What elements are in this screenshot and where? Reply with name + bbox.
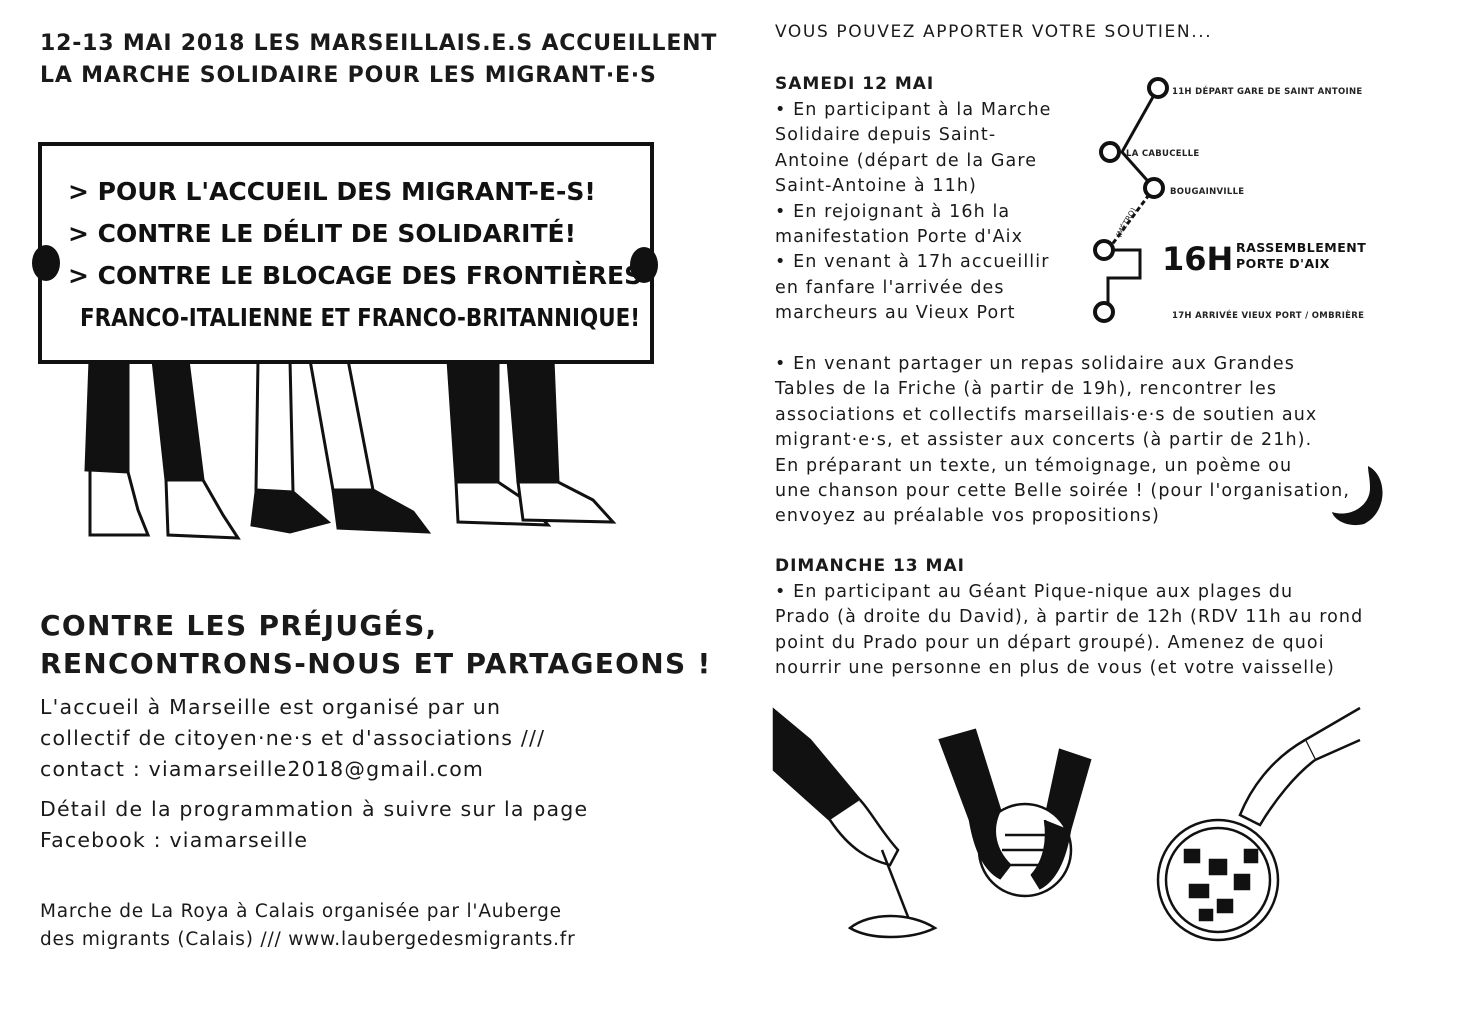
- rassemblement-time: 16H: [1162, 240, 1234, 278]
- stop-label-depart: 11H DÉPART GARE DE SAINT ANTOINE: [1172, 87, 1363, 97]
- stop-label-cabucelle: LA CABUCELLE: [1126, 149, 1200, 159]
- banner-line-3: > CONTRE LE BLOCAGE DES FRONTIÈRES: [68, 261, 643, 290]
- dimanche-line: • En participant au Géant Pique-nique aux plages du: [775, 582, 1294, 602]
- samedi-line: Solidaire depuis Saint-: [775, 125, 997, 146]
- samedi-soir-line: • En venant partager un repas solidaire aux Grandes: [775, 354, 1295, 374]
- programmation-line-1: Détail de la programmation à suivre sur la page: [40, 797, 589, 821]
- stop-marker: [1149, 79, 1167, 97]
- samedi-soir-items: [775, 352, 1350, 530]
- stop-label-bougainville: BOUGAINVILLE: [1170, 187, 1245, 197]
- protest-banner-illustration: [28, 130, 688, 555]
- samedi-line: • En rejoignant à 16h la: [775, 201, 1011, 222]
- picnic-hands-illustration: [770, 700, 1370, 1000]
- banner-line-2: > CONTRE LE DÉLIT DE SOLIDARITÉ!: [68, 219, 576, 248]
- samedi-line: marcheurs au Vieux Port: [775, 303, 1016, 324]
- flyer-title: [40, 28, 718, 92]
- dimanche-items: [775, 580, 1363, 682]
- right-sleeve: [1305, 708, 1360, 760]
- dimanche-line: Prado (à droite du David), à partir de 12h (RDV 11h au rond: [775, 607, 1364, 628]
- samedi-soir-line: associations et collectifs marseillais·e·s de soutien aux: [775, 404, 1318, 425]
- left-sleeve: [774, 710, 860, 820]
- accueil-line-1: L'accueil à Marseille est organisé par un: [40, 695, 502, 719]
- stop-marker: [1095, 303, 1113, 321]
- flyer-title-line-1: 12-13 MAI 2018 LES MARSEILLAIS.E.S ACCUEILLENT: [40, 31, 718, 56]
- samedi-line: • En venant à 17h accueillir: [775, 252, 1050, 273]
- samedi-heading: SAMEDI 12 MAI: [775, 74, 935, 94]
- dimanche-line: nourrir une personne en plus de vous (et votre vaisselle): [775, 658, 1335, 679]
- flyer-title-line-2: LA MARCHE SOLIDAIRE POUR LES MIGRANT·E·S: [40, 63, 657, 88]
- marche-info-line-2: des migrants (Calais) /// www.laubergedesmigrants.fr: [40, 929, 576, 950]
- banner-line-1: > POUR L'ACCUEIL DES MIGRANT-E-S!: [68, 177, 596, 206]
- fish-icon: [850, 916, 935, 937]
- route-map: [1080, 66, 1380, 336]
- samedi-line: Antoine (départ de la Gare: [775, 150, 1038, 171]
- samedi-items: [775, 98, 1052, 327]
- samedi-line: manifestation Porte d'Aix: [775, 227, 1024, 248]
- legs-illustration: [86, 360, 613, 538]
- samedi-soir-line: En préparant un texte, un témoignage, un poème ou: [775, 455, 1293, 476]
- programmation-paragraph: [40, 794, 588, 856]
- slogan: [40, 607, 712, 683]
- contact-email: contact : viamarseille2018@gmail.com: [40, 757, 485, 781]
- left-hand: [32, 245, 60, 281]
- samedi-line: en fanfare l'arrivée des: [775, 277, 1005, 298]
- banner-line-4: FRANCO-ITALIENNE ET FRANCO-BRITANNIQUE!: [80, 303, 640, 332]
- stop-label-arrivee: 17H ARRIVÉE VIEUX PORT / OMBRIÈRE: [1172, 311, 1365, 321]
- samedi-soir-line: migrant·e·s, et assister aux concerts (à partir de 21h).: [775, 430, 1313, 451]
- accueil-paragraph: [40, 692, 545, 785]
- samedi-line: Saint-Antoine à 11h): [775, 176, 977, 197]
- samedi-soir-line: envoyez au préalable vos propositions): [775, 506, 1160, 527]
- support-heading: VOUS POUVEZ APPORTER VOTRE SOUTIEN...: [775, 22, 1213, 42]
- center-left-sleeve: [940, 730, 1000, 820]
- dimanche-line: point du Prado pour un départ groupé). Amenez de quoi: [775, 632, 1325, 653]
- fork-icon: [882, 850, 910, 922]
- rassemblement-label-1: RASSEMBLEMENT: [1236, 240, 1367, 255]
- route-line-segment: [1122, 88, 1158, 188]
- marche-info-paragraph: [40, 898, 576, 954]
- samedi-soir-line: une chanson pour cette Belle soirée ! (pour l'organisation,: [775, 481, 1350, 502]
- samedi-soir-line: Tables de la Friche (à partir de 19h), rencontrer les: [775, 379, 1278, 400]
- right-hand: [1240, 740, 1315, 825]
- programmation-line-2: Facebook : viamarseille: [40, 828, 309, 852]
- slogan-line-1: CONTRE LES PRÉJUGÉS,: [40, 609, 438, 642]
- dimanche-heading: DIMANCHE 13 MAI: [775, 556, 965, 576]
- accueil-line-2: collectif de citoyen·ne·s et d'associations ///: [40, 726, 546, 750]
- slogan-line-2: RENCONTRONS-NOUS ET PARTAGEONS !: [40, 647, 712, 680]
- stop-marker: [1101, 143, 1119, 161]
- route-line-segment: [1108, 250, 1140, 312]
- metro-label: (MÉTRO): [1113, 206, 1139, 239]
- marche-info-line-1: Marche de La Roya à Calais organisée par l'Auberge: [40, 901, 562, 922]
- stop-marker: [1095, 241, 1113, 259]
- stop-marker: [1145, 179, 1163, 197]
- crescent-moon-icon: [1330, 462, 1390, 528]
- salad-bowl-icon: [1158, 820, 1278, 940]
- samedi-line: • En participant à la Marche: [775, 100, 1052, 120]
- rassemblement-label-2: PORTE D'AIX: [1236, 256, 1330, 271]
